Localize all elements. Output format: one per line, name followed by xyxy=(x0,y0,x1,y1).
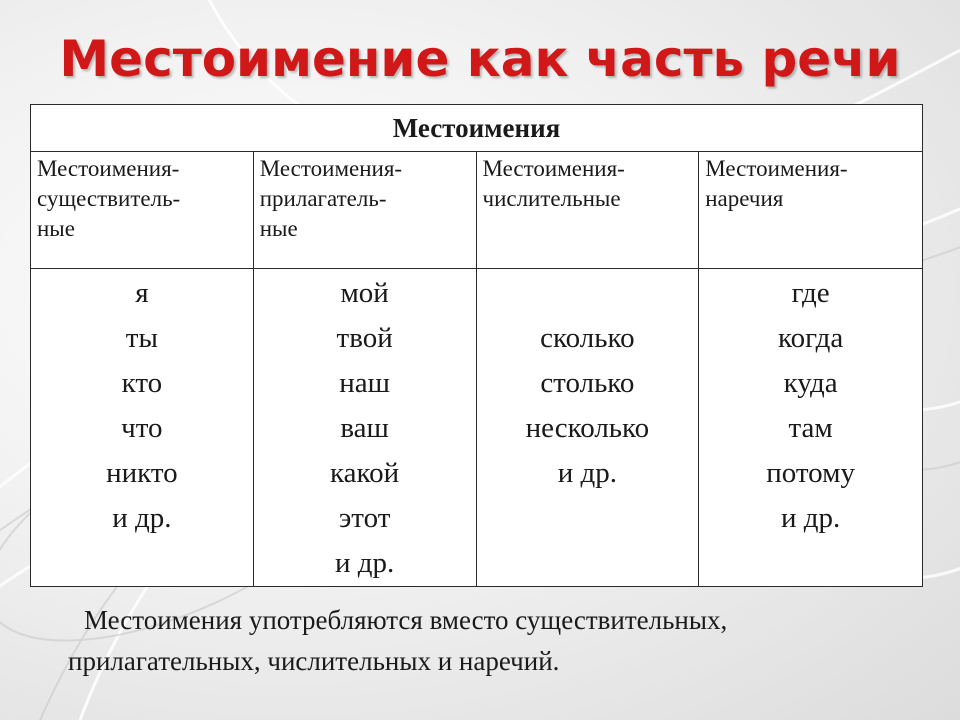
list-item: какой xyxy=(330,457,400,489)
header-line: ные xyxy=(37,216,75,241)
list-item: где xyxy=(791,277,830,309)
list-item: твой xyxy=(336,322,393,354)
list-item: этот xyxy=(338,502,391,534)
usage-note-line: прилагательных, числительных и наречий. xyxy=(68,646,560,676)
list-item: и др. xyxy=(334,547,395,579)
list-item: мой xyxy=(340,277,389,309)
header-line: Местоимения- xyxy=(482,156,625,181)
header-line: Местоимения- xyxy=(37,156,180,181)
list-item: и др. xyxy=(780,502,841,534)
table-caption: Местоимения xyxy=(31,105,923,152)
list-item: когда xyxy=(778,322,844,354)
header-line: ные xyxy=(259,216,298,241)
list-item: столько xyxy=(540,367,635,399)
header-line: Местоимения- xyxy=(705,156,848,181)
list-item: несколько xyxy=(525,412,650,444)
list-item: куда xyxy=(783,367,838,399)
list-item: наш xyxy=(339,367,390,399)
header-line: наречия xyxy=(705,186,784,211)
list-item: что xyxy=(121,412,163,444)
header-numeral-pronouns xyxy=(476,152,699,269)
list-item: и др. xyxy=(557,457,618,489)
pronoun-table xyxy=(30,104,923,587)
list-item: и др. xyxy=(112,502,172,534)
usage-note xyxy=(68,600,908,682)
header-adjective-pronouns xyxy=(253,152,476,269)
adjective-pronoun-examples xyxy=(253,269,476,587)
list-item: ваш xyxy=(340,412,389,444)
list-item: там xyxy=(788,412,833,444)
adverb-pronoun-examples xyxy=(699,269,923,587)
header-noun-pronouns xyxy=(31,152,254,269)
table-header-row xyxy=(31,152,923,269)
header-line: прилагатель- xyxy=(259,186,387,211)
noun-pronoun-examples xyxy=(31,269,254,587)
header-adverb-pronouns xyxy=(699,152,923,269)
list-item: кто xyxy=(121,367,163,399)
list-item: сколько xyxy=(540,322,635,354)
table-words-row xyxy=(31,269,923,587)
list-item: никто xyxy=(106,457,178,489)
list-item: я xyxy=(135,277,149,309)
slide-title: Местоимение как часть речи xyxy=(59,30,901,88)
numeral-pronoun-examples xyxy=(476,269,699,587)
header-line: числительные xyxy=(482,186,621,211)
table-caption-row xyxy=(31,105,923,152)
header-line: Местоимения- xyxy=(259,156,403,181)
list-item: потому xyxy=(766,457,855,489)
list-item: ты xyxy=(125,322,158,354)
header-line: существитель- xyxy=(37,186,181,211)
usage-note-line: Местоимения употребляются вместо существительных, xyxy=(84,605,728,635)
